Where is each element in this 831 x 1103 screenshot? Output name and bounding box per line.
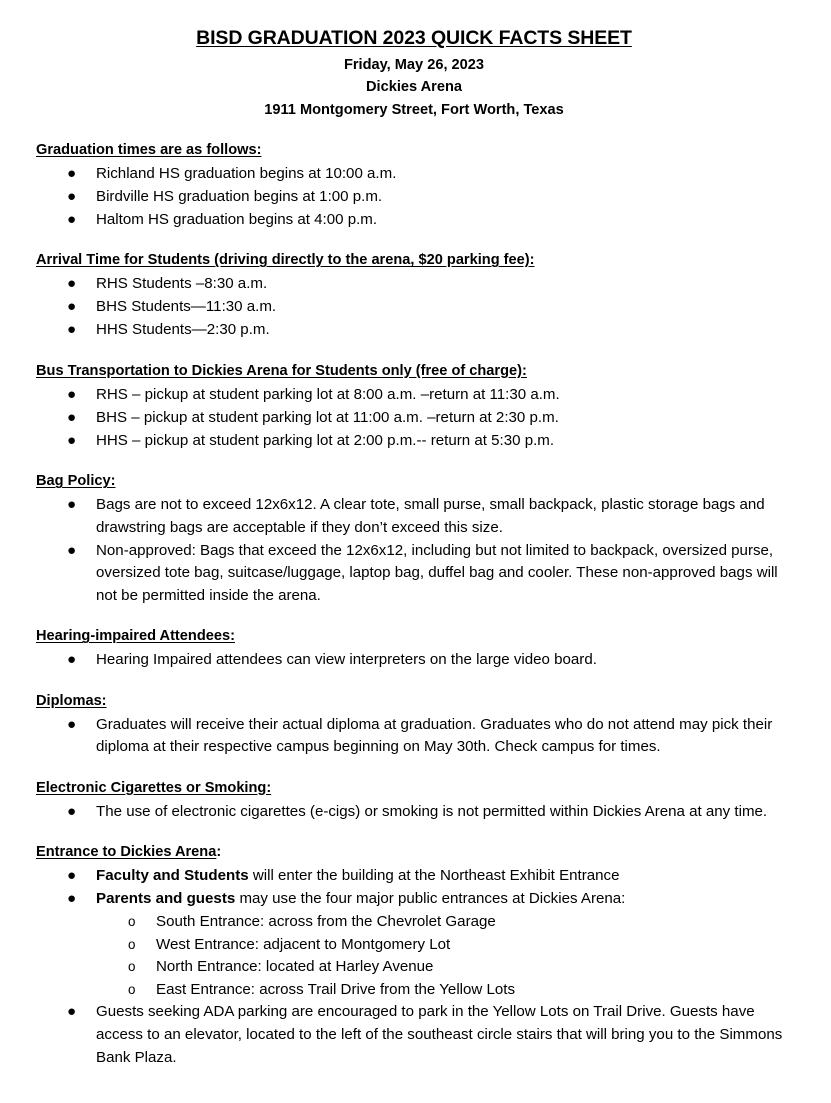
list-item-text: Guests seeking ADA parking are encouraged to park in the Yellow Lots on Trail Drive. Guests have access to an elevator, located to the left of the southeast circle stairs that will bring you to the Simmons Bank Plaza. [96,1003,783,1066]
list-item-text: will enter the building at the Northeast Exhibit Entrance [248,867,620,885]
list-item [36,494,792,539]
sub-bullet-icon: o [128,959,136,975]
list-item-lead: Parents and guests [96,890,236,908]
document-header [36,26,792,121]
list-item-text: Haltom HS graduation begins at 4:00 p.m. [96,210,378,228]
bullet-list [36,384,792,453]
sub-list-item-text: East Entrance: across Trail Drive from the Yellow Lots [156,980,516,998]
list-item-text: Graduates will receive their actual diploma at graduation. Graduates who do not attend may pick their diploma at their respective campus beginning on May 30th. Check campus for times. [96,715,773,756]
bullet-icon: ● [67,496,77,514]
bullet-icon: ● [67,187,77,205]
section-heading: Arrival Time for Students (driving directly to the arena, $20 parking fee): [36,252,535,269]
bullet-icon: ● [67,275,77,293]
list-item-text: RHS Students –8:30 a.m. [96,275,268,293]
bullet-icon: ● [67,298,77,316]
bullet-icon: ● [67,385,77,403]
list-item-text: RHS – pickup at student parking lot at 8:00 a.m. –return at 11:30 a.m. [96,385,560,403]
list-item [36,714,792,759]
list-item [36,319,792,342]
bullet-icon: ● [67,321,77,339]
bullet-list [36,801,792,824]
bullet-icon: ● [67,867,77,885]
sub-list-item [36,911,792,934]
list-item-text: BHS – pickup at student parking lot at 11:00 a.m. –return at 2:30 p.m. [96,408,559,426]
sub-bullet-icon: o [128,914,136,930]
section-bus-transportation [36,362,792,453]
list-item-text: BHS Students—11:30 a.m. [96,298,277,316]
list-item [36,540,792,608]
list-item [36,649,792,672]
list-item [36,209,792,232]
section-entrance [36,843,792,1069]
sub-list-item-text: South Entrance: across from the Chevrolet Garage [156,913,496,931]
list-item-text: Birdville HS graduation begins at 1:00 p.m. [96,187,383,205]
sub-bullet-icon: o [128,981,136,997]
bullet-list [36,649,792,672]
page-title-text: BISD GRADUATION 2023 QUICK FACTS SHEET [196,27,632,49]
bullet-list [36,163,792,232]
bullet-icon: ● [67,1003,77,1021]
list-item [36,865,792,888]
section-graduation-times [36,141,792,232]
bullet-list [36,714,792,759]
bullet-icon: ● [67,715,77,733]
section-heading-underlined: Entrance to Dickies Arena [36,844,217,861]
bullet-icon: ● [67,651,77,669]
list-item-text: Non-approved: Bags that exceed the 12x6x12, including but not limited to backpack, oversized purse, oversized tote bag, suitcase/luggage, laptop bag, duffel bag and cooler. These non-approved bags will not be permitted inside the arena. [96,541,778,604]
bullet-list [36,865,792,911]
bullet-icon: ● [67,541,77,559]
section-heading-colon: : [216,844,222,861]
list-item [36,1001,792,1069]
header-address: 1911 Montgomery Street, Fort Worth, Texas [264,101,564,118]
list-item-text: Bags are not to exceed 12x6x12. A clear tote, small purse, small backpack, plastic storage bags and drawstring bags are acceptable if they don’t exceed this size. [96,496,765,536]
list-item [36,801,792,824]
sub-list-item [36,979,792,1002]
list-item-text: Richland HS graduation begins at 10:00 a.m. [96,164,397,182]
page-title [36,26,792,50]
bullet-icon: ● [67,431,77,449]
section-heading: Bus Transportation to Dickies Arena for Students only (free of charge): [36,362,527,379]
section-heading [36,843,792,863]
bullet-icon: ● [67,802,77,820]
list-item [36,273,792,296]
bullet-icon: ● [67,164,77,182]
list-item [36,296,792,319]
section-electronic-cigarettes [36,779,792,823]
list-item-text: Hearing Impaired attendees can view interpreters on the large video board. [96,651,597,669]
header-date: Friday, May 26, 2023 [343,57,485,74]
section-diplomas [36,692,792,759]
list-item [36,888,792,911]
list-item-lead: Faculty and Students [96,867,249,885]
list-item [36,163,792,186]
section-heading: Graduation times are as follows: [36,141,262,158]
bullet-list [36,494,792,607]
list-item [36,384,792,407]
list-item [36,407,792,430]
list-item [36,430,792,453]
sub-list-item-text: West Entrance: adjacent to Montgomery Lot [156,935,451,953]
list-item-text: may use the four major public entrances at Dickies Arena: [235,890,626,908]
sub-bullet-list [36,911,792,1001]
list-item-text: HHS Students—2:30 p.m. [96,321,270,339]
sub-list-item-text: North Entrance: located at Harley Avenue [156,958,434,976]
section-heading: Diplomas: [36,692,107,709]
sub-list-item [36,956,792,979]
section-arrival-time [36,251,792,342]
section-heading: Electronic Cigarettes or Smoking: [36,779,272,796]
section-heading: Bag Policy: [36,473,116,490]
section-heading: Hearing-impaired Attendees: [36,628,235,645]
list-item-text: HHS – pickup at student parking lot at 2:00 p.m.-- return at 5:30 p.m. [96,431,555,449]
bullet-icon: ● [67,890,77,908]
bullet-list [36,1001,792,1069]
bullet-icon: ● [67,210,77,228]
section-hearing-impaired [36,627,792,671]
section-bag-policy [36,472,792,607]
sub-list-item [36,934,792,957]
list-item-text: The use of electronic cigarettes (e-cigs) or smoking is not permitted within Dickies Arena at any time. [96,802,768,820]
bullet-icon: ● [67,408,77,426]
header-venue: Dickies Arena [366,79,462,96]
list-item [36,186,792,209]
sub-bullet-icon: o [128,936,136,952]
bullet-list [36,273,792,342]
